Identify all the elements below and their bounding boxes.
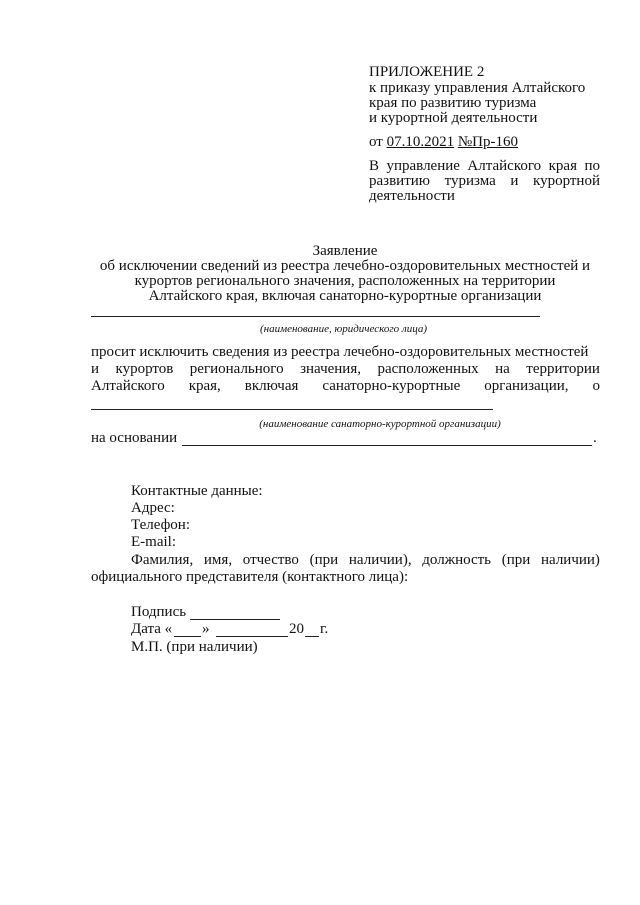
signature-label: Подпись: [131, 604, 187, 620]
year-suffix: г.: [320, 621, 329, 637]
addressee-line-3: деятельности: [369, 188, 455, 204]
legal-entity-field-line[interactable]: [91, 316, 540, 317]
organization-caption: (наименование санаторно-курортной организации): [259, 418, 501, 430]
rep-word: имя,: [203, 552, 233, 568]
addressee-word: и: [510, 173, 519, 189]
body-word: регионального: [189, 361, 284, 377]
title-line-1: об исключении сведений из реестра лечебно-оздоровительных местностей и: [99, 258, 591, 274]
addressee-word: развитию: [369, 173, 430, 189]
body-line-2: [91, 361, 600, 378]
rep-word: отчество: [242, 552, 299, 568]
body-line-1: просит исключить сведения из реестра лечебно-оздоровительных местностей: [91, 344, 589, 360]
rep-word: должность: [422, 552, 492, 568]
year-prefix: 20: [289, 621, 304, 637]
body-word: включая: [244, 378, 299, 394]
addressee-word: края: [548, 158, 577, 174]
body-word: санаторно-курортные: [322, 378, 461, 394]
addressee-word: управление: [386, 158, 460, 174]
order-date: 07.10.2021: [386, 134, 455, 150]
document-title: Заявление: [312, 243, 378, 259]
signature-field-line[interactable]: [190, 619, 280, 620]
title-line-2: курортов регионального значения, расположенных на территории: [134, 273, 556, 289]
contacts-address: Адрес:: [131, 500, 175, 516]
body-word: расположенных: [377, 361, 479, 377]
body-word: организации,: [484, 378, 569, 394]
appendix-title: ПРИЛОЖЕНИЕ 2: [369, 64, 485, 80]
appendix-date-line: [369, 134, 518, 151]
appendix-line-3: и курортной деятельности: [369, 110, 538, 126]
rep-word: наличии): [541, 552, 600, 568]
contacts-email: E-mail:: [131, 534, 176, 550]
rep-word: Фамилия,: [131, 552, 194, 568]
date-year-field-line[interactable]: [305, 636, 319, 637]
body-word: курортов: [115, 361, 174, 377]
rep-word: (при: [309, 552, 339, 568]
stamp-label: М.П. (при наличии): [131, 639, 258, 655]
addressee-word: курортной: [533, 173, 600, 189]
addressee-word: по: [584, 158, 600, 174]
legal-entity-caption: (наименование, юридического лица): [259, 323, 428, 335]
body-word: территории: [526, 361, 600, 377]
body-line-3: [91, 378, 600, 395]
contacts-heading: Контактные данные:: [131, 483, 263, 499]
basis-label: на основании: [91, 430, 178, 446]
date-label: Дата «: [131, 621, 173, 637]
date-prefix: от: [369, 134, 383, 150]
representative-line-1: [131, 552, 600, 569]
date-quote-close: »: [202, 621, 210, 637]
date-day-field-line[interactable]: [174, 636, 201, 637]
contacts-phone: Телефон:: [131, 517, 190, 533]
rep-word: наличии),: [348, 552, 412, 568]
rep-word: (при: [501, 552, 531, 568]
organization-field-line[interactable]: [91, 409, 493, 410]
representative-line-2: официального представителя (контактного лица):: [91, 569, 409, 585]
basis-period: .: [593, 430, 597, 446]
appendix-line-1: к приказу управления Алтайского: [369, 80, 586, 96]
body-word: Алтайского: [91, 378, 165, 394]
body-word: на: [495, 361, 510, 377]
order-number: №Пр-160: [457, 134, 518, 150]
title-line-3: Алтайского края, включая санаторно-курортные организации: [148, 288, 542, 304]
body-word: значения,: [300, 361, 361, 377]
body-word: и: [91, 361, 100, 377]
date-month-field-line[interactable]: [216, 636, 288, 637]
addressee-word: Алтайского: [467, 158, 542, 174]
body-word: края,: [188, 378, 221, 394]
addressee-word: В: [369, 158, 380, 174]
addressee-word: туризма: [444, 173, 496, 189]
appendix-line-2: края по развитию туризма: [369, 95, 537, 111]
body-word: о: [592, 378, 600, 394]
basis-field-line[interactable]: [182, 445, 592, 446]
